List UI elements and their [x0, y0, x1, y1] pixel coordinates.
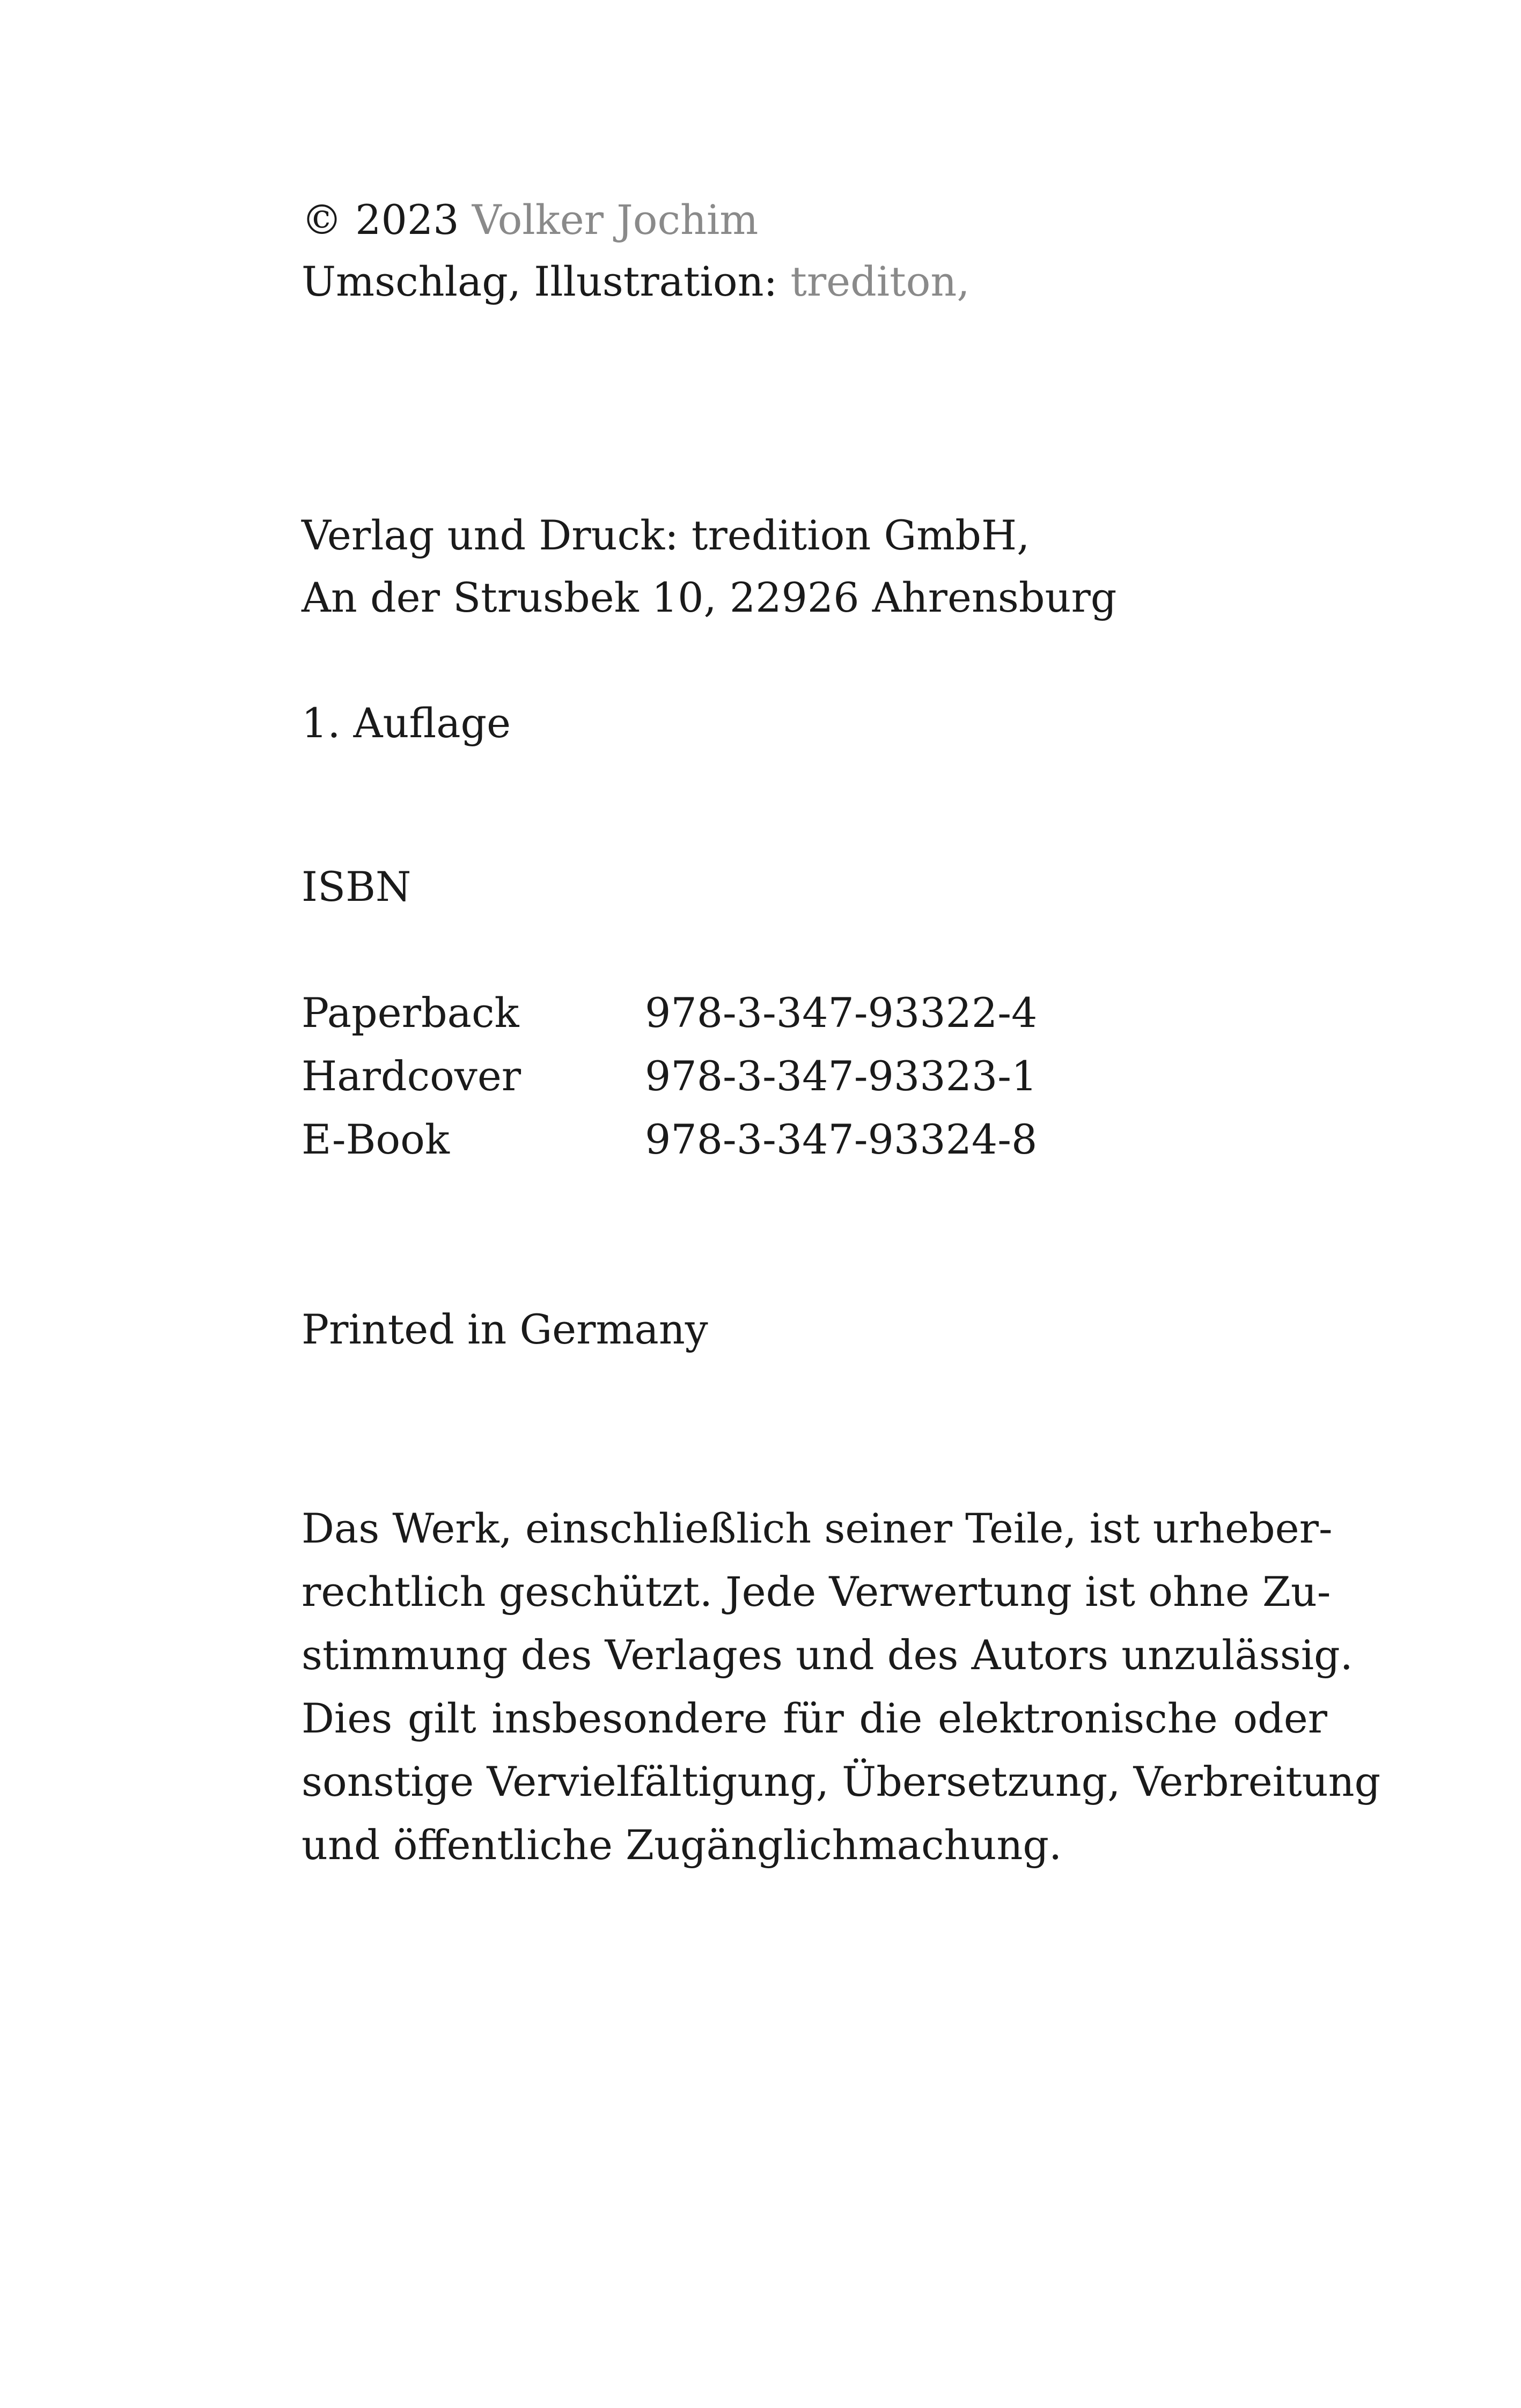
isbn-type: Hardcover — [302, 1052, 521, 1100]
legal-line: und öffentliche Zugänglichmachung. — [302, 1821, 1062, 1869]
cover-credit-line — [302, 258, 970, 305]
copyright-line — [302, 196, 759, 244]
isbn-type: E-Book — [302, 1115, 450, 1163]
legal-line: stimmung des Verlages und des Autors unzulässig. — [302, 1631, 1353, 1679]
isbn-number: 978-3-347-93324-8 — [645, 1115, 1038, 1163]
legal-line: rechtlich geschützt. Jede Verwertung ist ohne Zu- — [302, 1568, 1331, 1616]
isbn-type: Paperback — [302, 989, 519, 1037]
legal-line: Dies gilt insbesondere für die elektronische oder — [302, 1694, 1327, 1742]
legal-notice — [302, 1497, 1381, 1877]
legal-line: sonstige Vervielfältigung, Übersetzung, Verbreitung — [302, 1758, 1381, 1805]
isbn-row-hardcover — [302, 1052, 1053, 1100]
isbn-row-ebook — [302, 1115, 1053, 1163]
printed-in-line: Printed in Germany — [302, 1305, 708, 1353]
copyright-author: Volker Jochim — [472, 196, 759, 244]
publisher-line-1: Verlag und Druck: tredition GmbH, — [302, 511, 1030, 559]
cover-credit-label: Umschlag, Illustration: — [302, 258, 778, 305]
isbn-number: 978-3-347-93323-1 — [645, 1052, 1038, 1100]
isbn-number: 978-3-347-93322-4 — [645, 989, 1038, 1037]
copyright-prefix: © 2023 — [302, 196, 459, 244]
isbn-row-paperback — [302, 989, 1053, 1037]
publisher-line-2: An der Strusbek 10, 22926 Ahrensburg — [302, 574, 1117, 621]
legal-line: Das Werk, einschließlich seiner Teile, ist urheber- — [302, 1504, 1333, 1552]
cover-credit-value: trediton, — [790, 258, 970, 305]
edition-line: 1. Auflage — [302, 699, 511, 747]
isbn-heading: ISBN — [302, 863, 412, 911]
